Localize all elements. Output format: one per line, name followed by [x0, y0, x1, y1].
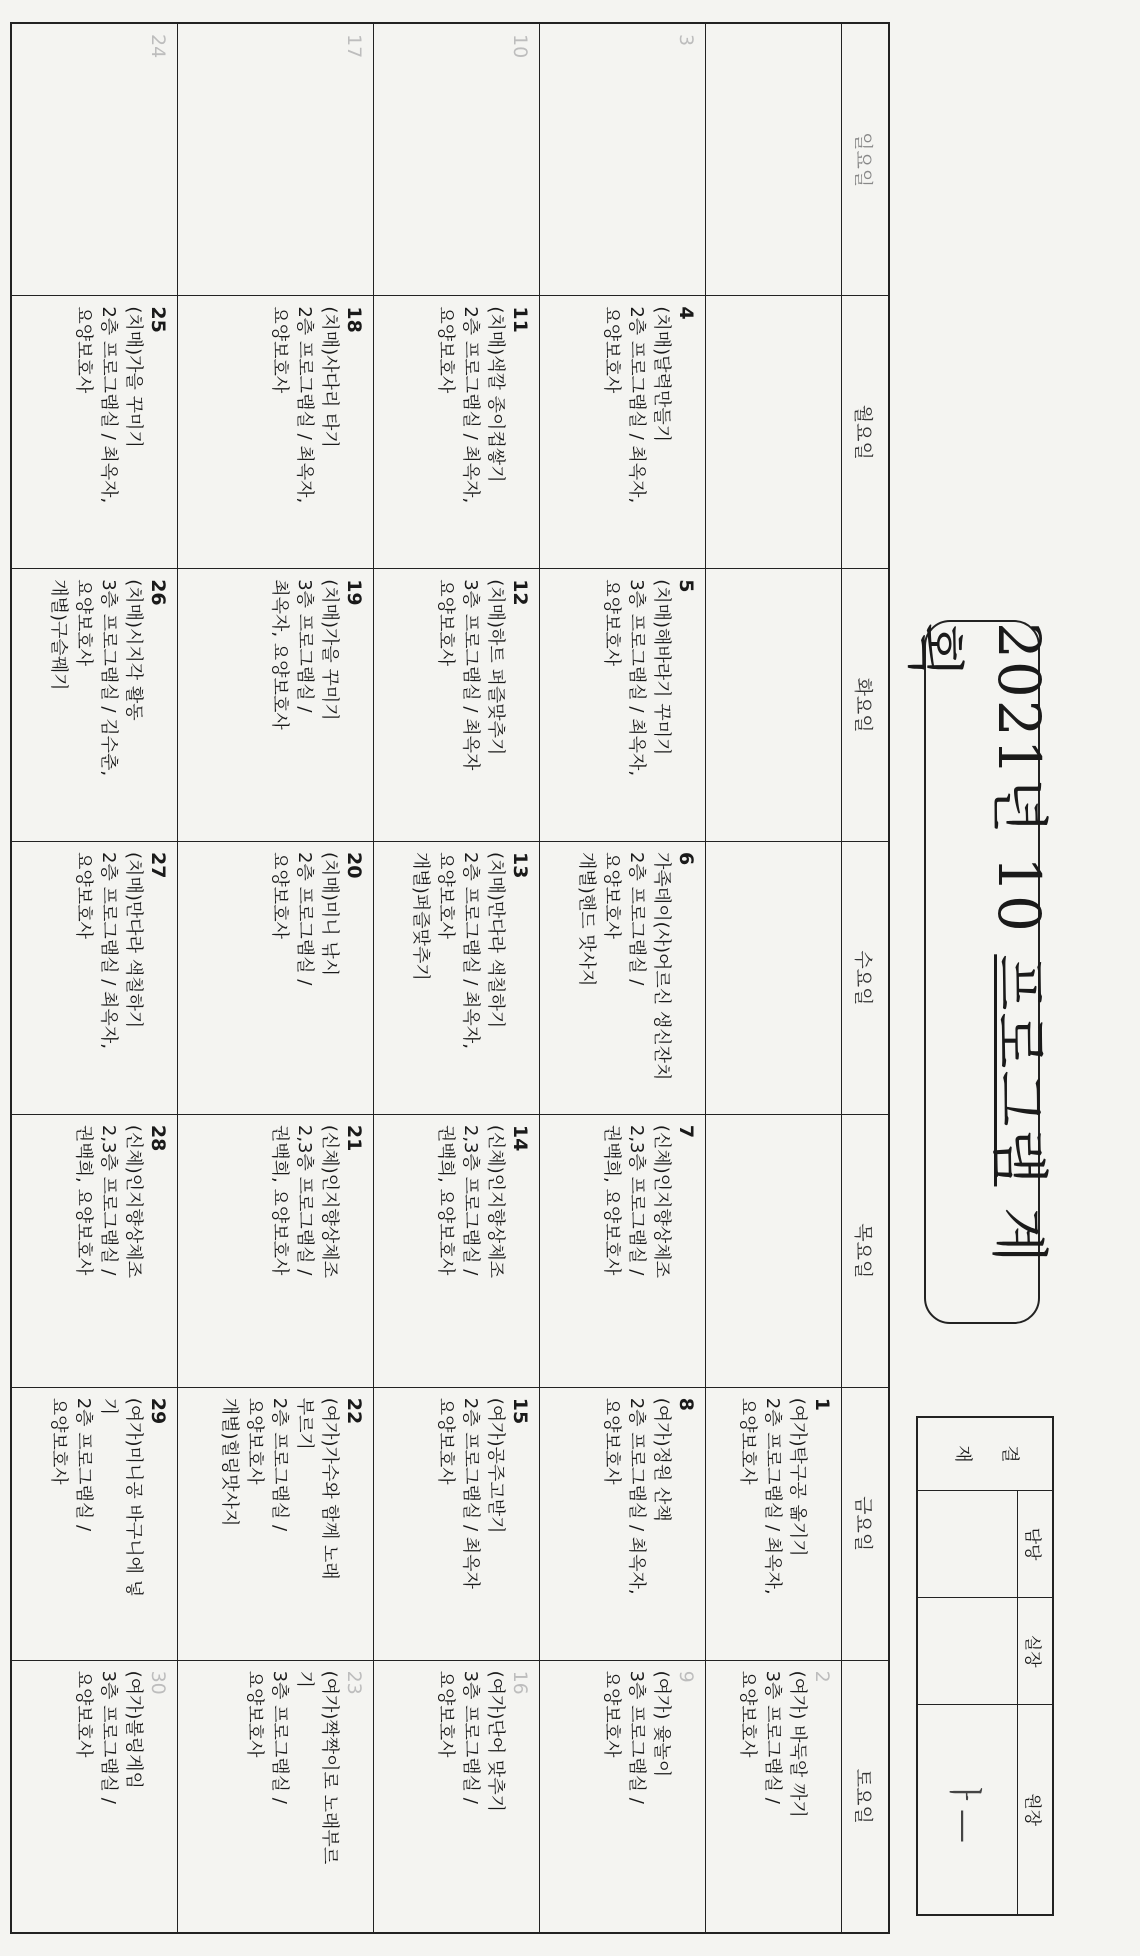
title-box — [901, 620, 1053, 1324]
program-line: (치매)하트 퍼즐맞추기 — [484, 579, 506, 756]
day-cell — [539, 1387, 705, 1660]
program-line: (치매)사다리 타기 — [318, 306, 340, 448]
program-line: (치매)색깔 종이컵쌓기 — [484, 306, 506, 483]
program-line: 요양보호사 — [434, 852, 456, 939]
program-line: (여가)단어 맞추기 — [484, 1670, 506, 1813]
day-number: 6 — [674, 852, 697, 866]
day-cell — [539, 569, 705, 842]
program-line: (여가)미니공 바구니에 넣 — [122, 1397, 144, 1598]
day-cell — [178, 296, 374, 569]
approval-side-label: 결 재 — [917, 1417, 1053, 1491]
day-number: 13 — [508, 852, 531, 879]
day-number: 29 — [147, 1397, 170, 1425]
day-cell — [178, 1114, 374, 1387]
weekday-header: 토요일 — [842, 1660, 890, 1933]
program-line: 요양보호사 — [268, 852, 290, 939]
day-number: 2 — [811, 1670, 833, 1683]
approval-header: 담당 — [1018, 1491, 1054, 1598]
week-row — [373, 23, 539, 1933]
program-line: 권백희, 요양보호사 — [600, 1124, 622, 1276]
program-line: 3층 프로그램실 / 최옥자, — [625, 579, 647, 777]
day-cell — [11, 23, 178, 296]
weekday-header: 수요일 — [842, 842, 890, 1115]
day-cell — [373, 1387, 539, 1660]
day-cell — [705, 296, 841, 569]
calendar-body — [11, 23, 842, 1933]
day-cell — [178, 842, 374, 1115]
day-cell — [178, 1660, 374, 1933]
program-line: (치매)가을 꾸미기 — [122, 306, 144, 448]
title-prefix: 2021년 10 — [985, 622, 1053, 955]
program-line: (신체)인지향상체조 — [122, 1124, 144, 1279]
program-line: 3층 프로그램실 / 김수춘, — [98, 579, 120, 777]
weekday-header: 월요일 — [842, 296, 890, 569]
week-row — [705, 23, 841, 1933]
day-cell — [539, 23, 705, 296]
day-number: 11 — [508, 306, 531, 333]
program-line: 3층 프로그램실 / 최옥자 — [459, 579, 481, 771]
program-line: 요양보호사 — [73, 306, 95, 394]
program-line: 요양보호사 — [600, 852, 622, 939]
weekday-header-row — [842, 23, 890, 1933]
week-row — [178, 23, 374, 1933]
program-line: (치매)해바라기 꾸미기 — [650, 579, 672, 756]
program-line: 기 — [98, 1397, 120, 1416]
day-cell — [373, 1660, 539, 1933]
program-line: 부르기 — [293, 1397, 315, 1450]
program-line: 요양보호사 — [73, 852, 95, 939]
approval-header: 실장 — [1018, 1598, 1054, 1705]
program-line: 요양보호사 — [48, 1397, 70, 1485]
title-underlined: 프로그램 — [985, 954, 1053, 1187]
program-line: 3층 프로그램실 / — [761, 1670, 783, 1804]
day-number: 24 — [147, 34, 170, 59]
day-number: 17 — [342, 34, 365, 59]
program-line: 2층 프로그램실 / 최옥자, — [98, 306, 120, 504]
approval-sign-cell — [917, 1705, 1018, 1915]
page-title — [898, 622, 1066, 1322]
program-line: 요양보호사 — [434, 306, 456, 394]
program-line: 권백희, 요양보호사 — [73, 1124, 95, 1276]
day-number: 28 — [147, 1124, 170, 1152]
program-line: 가족데이(사)어르신 생신잔치 — [650, 852, 672, 1081]
day-number: 10 — [508, 34, 531, 59]
program-line: 2층 프로그램실 / 최옥자, — [625, 1397, 647, 1595]
day-number: 25 — [147, 306, 170, 333]
program-line: (여가) 윷놀이 — [650, 1670, 672, 1778]
week-row — [11, 23, 178, 1933]
program-line: 2,3층 프로그램실 / — [293, 1124, 315, 1276]
day-cell — [11, 1114, 178, 1387]
program-line: 개별)퍼즐맞추기 — [410, 852, 432, 981]
program-line: 요양보호사 — [737, 1397, 759, 1485]
program-line: (여가)정원 산책 — [650, 1397, 672, 1522]
program-line: (여가)가수와 함께 노래 — [318, 1397, 340, 1580]
day-number: 8 — [674, 1397, 697, 1411]
program-line: 요양보호사 — [244, 1670, 266, 1758]
program-line: 요양보호사 — [600, 306, 622, 394]
approval-sign-cell — [917, 1491, 1018, 1598]
program-line: 요양보호사 — [600, 1397, 622, 1485]
day-number: 3 — [674, 34, 697, 47]
weekday-header: 목요일 — [842, 1114, 890, 1387]
day-cell — [11, 842, 178, 1115]
day-cell — [539, 296, 705, 569]
program-line: 3층 프로그램실 / — [459, 1670, 481, 1804]
program-line: (치매)미니 낚시 — [318, 852, 340, 977]
program-line: 요양보호사 — [600, 1670, 622, 1758]
program-line: 요양보호사 — [434, 1670, 456, 1758]
program-line: (여가)탁구공 옮기기 — [786, 1397, 808, 1557]
program-line: 2층 프로그램실 / 최옥자, — [625, 306, 647, 504]
program-line: (신체)인지향상체조 — [650, 1124, 672, 1279]
day-cell — [539, 1114, 705, 1387]
program-line: 요양보호사 — [244, 1397, 266, 1485]
program-line: 2층 프로그램실 / — [73, 1397, 95, 1532]
day-cell — [178, 23, 374, 296]
day-number: 27 — [147, 852, 170, 879]
program-line: 2층 프로그램실 / 최옥자 — [459, 1397, 481, 1589]
program-line: 2층 프로그램실 / — [268, 1397, 290, 1532]
day-number: 21 — [342, 1124, 365, 1152]
program-line: (치매)만다라 색칠하기 — [122, 852, 144, 1029]
day-number: 7 — [674, 1124, 697, 1139]
day-number: 19 — [342, 579, 365, 606]
program-line: 요양보호사 — [73, 579, 95, 667]
day-cell — [705, 842, 841, 1115]
day-cell — [178, 1387, 374, 1660]
program-line: 3층 프로그램실 / — [268, 1670, 290, 1804]
approval-sign-cell — [917, 1598, 1018, 1705]
program-line: 개별)핸드 맛사지 — [576, 852, 598, 987]
program-line: 2층 프로그램실 / 최옥자, — [761, 1397, 783, 1595]
day-cell — [373, 296, 539, 569]
day-cell — [11, 296, 178, 569]
program-line: 2층 프로그램실 / 최옥자, — [459, 306, 481, 504]
program-line: (치매)가을 꾸미기 — [318, 579, 340, 721]
weekday-header: 화요일 — [842, 569, 890, 842]
day-number: 18 — [342, 306, 365, 333]
approval-box — [916, 1416, 1054, 1916]
day-cell — [539, 1660, 705, 1933]
day-cell — [705, 1660, 841, 1933]
day-cell — [539, 842, 705, 1115]
program-line: (여가)볼링게임 — [122, 1670, 144, 1789]
day-number: 16 — [508, 1670, 531, 1695]
program-line: 2층 프로그램실 / 최옥자, — [98, 852, 120, 1049]
day-cell — [705, 1114, 841, 1387]
day-number: 4 — [674, 306, 697, 320]
program-line: 요양보호사 — [737, 1670, 759, 1758]
day-cell — [705, 23, 841, 296]
day-number: 12 — [508, 579, 531, 606]
program-line: 3층 프로그램실 / — [293, 579, 315, 713]
weekday-header: 일요일 — [842, 23, 890, 296]
day-cell — [373, 842, 539, 1115]
day-number: 9 — [674, 1670, 697, 1683]
program-line: 요양보호사 — [268, 306, 290, 394]
day-number: 30 — [147, 1670, 170, 1695]
program-line: 2,3층 프로그램실 / — [98, 1124, 120, 1276]
program-line: (치매)시지각 활동 — [122, 579, 144, 721]
program-line: 3층 프로그램실 / — [98, 1670, 120, 1804]
program-line: 최옥자, 요양보호사 — [268, 579, 290, 730]
day-number: 15 — [508, 1397, 531, 1425]
program-line: 요양보호사 — [600, 579, 622, 667]
day-number: 1 — [811, 1397, 833, 1411]
day-cell — [178, 569, 374, 842]
program-line: (신체)인지향상체조 — [484, 1124, 506, 1279]
approval-header: 원장 — [1018, 1705, 1054, 1915]
program-line: 2층 프로그램실 / — [625, 852, 647, 986]
program-line: 기 — [293, 1670, 315, 1688]
program-line: 권백희, 요양보호사 — [268, 1124, 290, 1276]
day-cell — [705, 1387, 841, 1660]
program-line: (여가)공주고받기 — [484, 1397, 506, 1534]
program-line: 3층 프로그램실 / — [625, 1670, 647, 1804]
day-cell — [11, 569, 178, 842]
program-line: 2,3층 프로그램실 / — [625, 1124, 647, 1276]
program-line: 개별)힐링맛사지 — [219, 1397, 241, 1527]
calendar-table — [10, 22, 890, 1934]
program-line: (치매)만다라 색칠하기 — [484, 852, 506, 1029]
day-number: 23 — [342, 1670, 365, 1695]
program-line: 요양보호사 — [434, 1397, 456, 1485]
program-line: (여가) 바둑알 까기 — [786, 1670, 808, 1818]
title-suffix: 계획 — [901, 622, 1053, 1265]
program-line: 2층 프로그램실 / 최옥자, — [293, 306, 315, 504]
day-number: 26 — [147, 579, 170, 606]
program-line: 2,3층 프로그램실 / — [459, 1124, 481, 1276]
day-cell — [705, 569, 841, 842]
day-cell — [373, 569, 539, 842]
day-number: 14 — [508, 1124, 531, 1152]
program-line: (신체)인지향상체조 — [318, 1124, 340, 1279]
program-line: 요양보호사 — [434, 579, 456, 667]
program-line: 요양보호사 — [73, 1670, 95, 1758]
day-number: 22 — [342, 1397, 365, 1425]
program-line: (여가)짝짝이로 노래부르 — [318, 1670, 340, 1865]
program-line: 개별)구슬꿰기 — [48, 579, 70, 691]
program-line: 권백희, 요양보호사 — [434, 1124, 456, 1276]
signature: ㅏ— — [944, 1776, 984, 1844]
day-number: 20 — [342, 852, 365, 879]
program-line: 2층 프로그램실 / — [293, 852, 315, 986]
program-line: (치매)달력만들기 — [650, 306, 672, 443]
day-cell — [373, 23, 539, 296]
week-row — [539, 23, 705, 1933]
program-line: 2층 프로그램실 / 최옥자, — [459, 852, 481, 1049]
day-cell — [11, 1387, 178, 1660]
day-cell — [11, 1660, 178, 1933]
weekday-header: 금요일 — [842, 1387, 890, 1660]
day-number: 5 — [674, 579, 697, 593]
day-cell — [373, 1114, 539, 1387]
